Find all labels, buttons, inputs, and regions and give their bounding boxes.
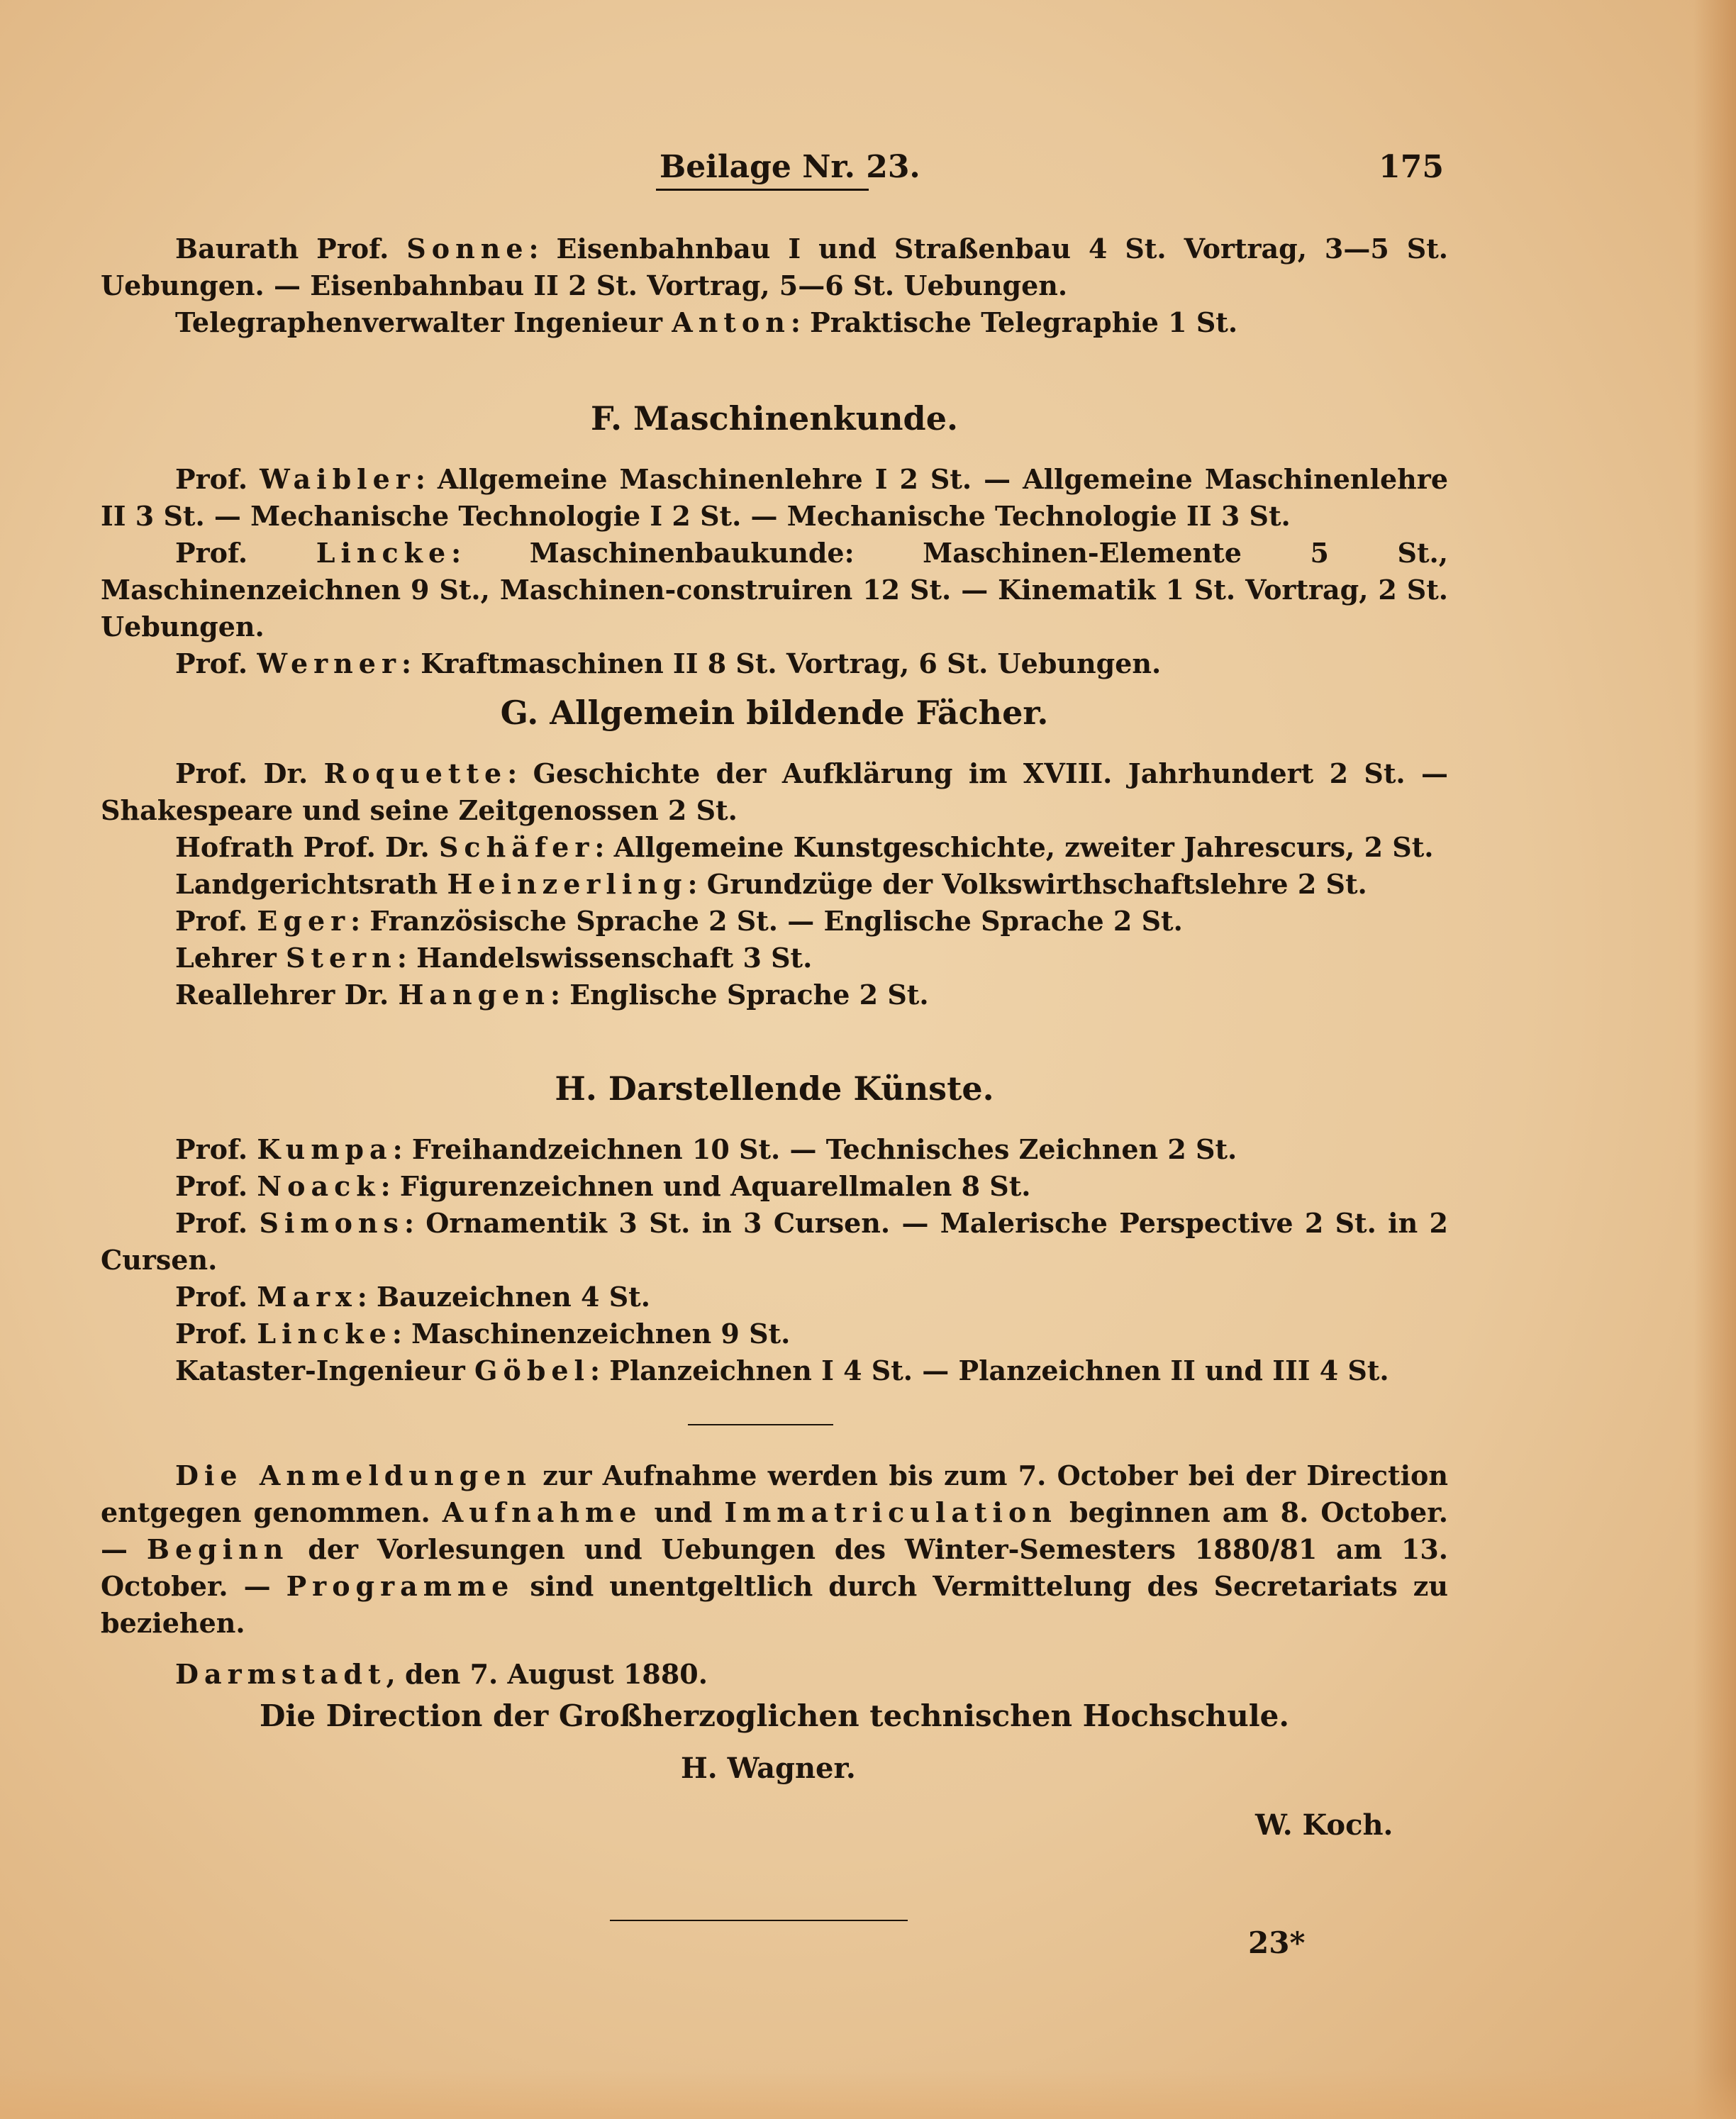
section-g bbox=[101, 691, 1448, 1013]
entry-noack: Prof. Noack: Figurenzeichnen und Aquarellmalen 8 St. bbox=[175, 1170, 1031, 1202]
person-name: Hangen bbox=[398, 979, 550, 1011]
entry-kumpa: Prof. Kumpa: Freihandzeichnen 10 St. — Technisches Zeichnen 2 St. bbox=[175, 1133, 1237, 1165]
person-name: Eger bbox=[257, 905, 351, 937]
footer-rule bbox=[610, 1920, 908, 1921]
person-name: Anton bbox=[672, 306, 791, 338]
signatory-koch: W. Koch. bbox=[1255, 1808, 1393, 1842]
page-bottom-shading bbox=[0, 2069, 1736, 2119]
person-name: Werner bbox=[257, 647, 402, 679]
header-underline bbox=[656, 189, 869, 191]
person-name: Simons bbox=[259, 1207, 404, 1239]
entry-waibler: Prof. Waibler: Allgemeine Maschinenlehre I 2 St. — Allgemeine Maschinenlehre II 3 St. — Mechanische Technologie I 2 St. — Mechanische Technologie II 3 St. bbox=[101, 463, 1448, 532]
person-name: Kumpa bbox=[257, 1133, 393, 1165]
person-name: Marx bbox=[257, 1281, 357, 1313]
signatory-wagner: H. Wagner. bbox=[681, 1752, 856, 1785]
person-name: Schäfer bbox=[438, 831, 595, 863]
entry-marx: Prof. Marx: Bauzeichnen 4 St. bbox=[175, 1281, 650, 1313]
sheet-signature-mark: 23* bbox=[1248, 1925, 1306, 1960]
page-number: 175 bbox=[1379, 149, 1444, 185]
entry-roquette: Prof. Dr. Roquette: Geschichte der Aufklärung im XVIII. Jahrhundert 2 St. — Shakespeare und seine Zeitgenossen 2 St. bbox=[101, 757, 1448, 826]
dateline: Darmstadt, den 7. August 1880. bbox=[175, 1658, 708, 1690]
person-name: Stern bbox=[285, 942, 397, 974]
entry-eger: Prof. Eger: Französische Sprache 2 St. — Englische Sprache 2 St. bbox=[175, 905, 1183, 937]
person-name: Göbel bbox=[474, 1355, 590, 1386]
person-name: Lincke bbox=[316, 537, 452, 569]
entry-anton: Telegraphenverwalter Ingenieur Anton: Praktische Telegraphie 1 St. bbox=[175, 306, 1238, 338]
person-name: Noack bbox=[257, 1170, 381, 1202]
section-heading: H. Darstellende Künste. bbox=[555, 1069, 994, 1108]
entry-lincke: Prof. Lincke: Maschinenbaukunde: Maschinen-Elemente 5 St., Maschinenzeichnen 9 St., Maschinen-construiren 12 St. — Kinematik 1 St. Vortrag, 2 St. Uebungen. bbox=[101, 537, 1448, 643]
person-name: Lincke bbox=[257, 1318, 392, 1350]
section-e-continuation bbox=[101, 230, 1448, 341]
section-h bbox=[101, 1067, 1448, 1389]
entry-hangen: Reallehrer Dr. Hangen: Englische Sprache 2 St. bbox=[175, 979, 929, 1011]
section-f bbox=[101, 397, 1448, 682]
entry-sonne: Baurath Prof. Sonne: Eisenbahnbau I und Straßenbau 4 St. Vortrag, 3—5 St. Uebungen. — Eisenbahnbau II 2 St. Vortrag, 5—6 St. Uebungen. bbox=[101, 233, 1449, 301]
person-name: Roquette bbox=[323, 757, 508, 789]
entry-lincke: Prof. Lincke: Maschinenzeichnen 9 St. bbox=[175, 1318, 791, 1350]
section-heading: G. Allgemein bildende Fächer. bbox=[500, 694, 1049, 732]
entry-goebel: Kataster-Ingenieur Göbel: Planzeichnen I 4 St. — Planzeichnen II und III 4 St. bbox=[175, 1355, 1389, 1386]
person-name: Sonne bbox=[406, 233, 529, 265]
person-name: Waibler bbox=[260, 463, 416, 495]
page-header bbox=[0, 149, 1736, 191]
entry-stern: Lehrer Stern: Handelswissenschaft 3 St. bbox=[175, 942, 813, 974]
section-divider bbox=[688, 1424, 833, 1425]
notice-paragraph: Die Anmeldungen zur Aufnahme werden bis zum 7. October bei der Direction entgegen genommen. Aufnahme und Immatriculation beginnen am 8. October. — Beginn der Vorlesungen und Uebungen des Winter-Semesters 1880/81 am 13. October. — Programme sind unentgeltlich durch Vermittelung des Secretariats zu beziehen. bbox=[101, 1459, 1449, 1639]
signature-block bbox=[101, 1698, 1448, 1733]
entry-simons: Prof. Simons: Ornamentik 3 St. in 3 Cursen. — Malerische Perspective 2 St. in 2 Cursen. bbox=[101, 1207, 1448, 1276]
entry-heinzerling: Landgerichtsrath Heinzerling: Grundzüge der Volkswirthschaftslehre 2 St. bbox=[175, 868, 1367, 900]
enrolment-notice bbox=[101, 1457, 1448, 1693]
entry-schaefer: Hofrath Prof. Dr. Schäfer: Allgemeine Kunstgeschichte, zweiter Jahrescurs, 2 St. bbox=[175, 831, 1434, 863]
section-heading: F. Maschinenkunde. bbox=[591, 399, 958, 438]
person-name: Heinzerling bbox=[447, 868, 688, 900]
page-edge-shading bbox=[1693, 0, 1736, 2119]
issuing-institution: Die Direction der Großherzoglichen technischen Hochschule. bbox=[259, 1698, 1290, 1733]
entry-werner: Prof. Werner: Kraftmaschinen II 8 St. Vortrag, 6 St. Uebungen. bbox=[175, 647, 1162, 679]
header-title: Beilage Nr. 23. bbox=[660, 149, 920, 185]
